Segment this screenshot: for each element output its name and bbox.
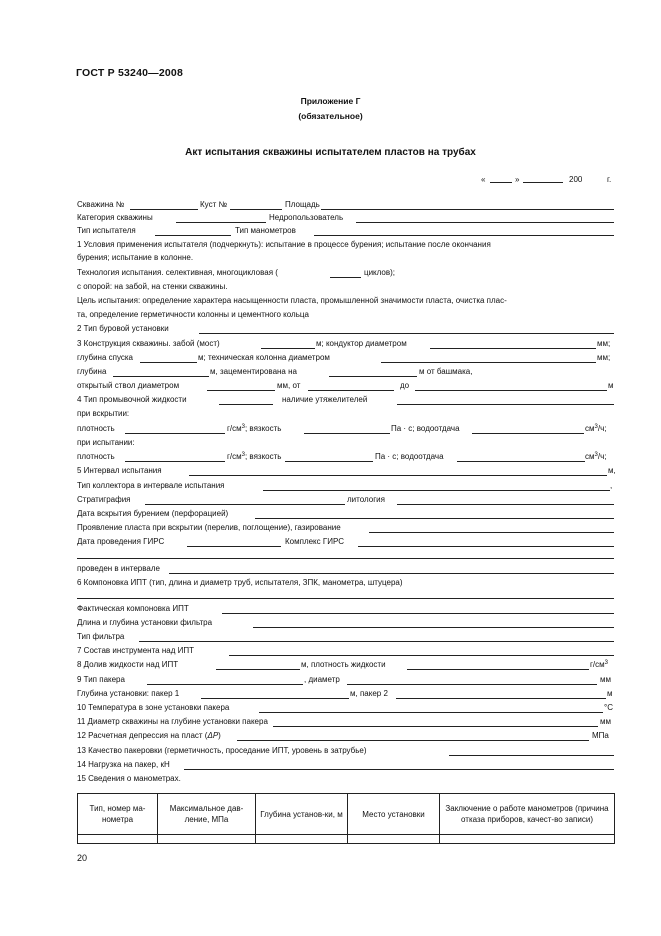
- document-title: Акт испытания скважины испытателем пластов на трубах: [185, 147, 476, 158]
- subsoil-user-field[interactable]: [356, 222, 614, 223]
- filter-depth-field[interactable]: [253, 627, 614, 628]
- appendix-status: (обязательное): [298, 111, 363, 121]
- run-depth-line: глубина спуска м; техническая колонна диаметром мм;: [77, 353, 611, 362]
- bottom-depth-field[interactable]: [261, 348, 315, 349]
- fill-density-field[interactable]: [407, 669, 589, 670]
- open-hole-to-field[interactable]: [415, 390, 607, 391]
- packing-quality-field[interactable]: [449, 755, 614, 756]
- rig-type-line: 2 Тип буровой установки: [77, 323, 614, 335]
- packer-diameter-field[interactable]: [347, 684, 597, 685]
- construction-line: 3 Конструкция скважины. забой (мост) м; кондуктор диаметром мм;: [77, 339, 611, 348]
- subsoil-user-label: Недропользователь: [269, 213, 344, 222]
- packer-depth-line: Глубина установки: пакер 1 м, пакер 2 м: [77, 689, 613, 698]
- gauges-info-line: 15 Сведения о манометрах.: [77, 774, 181, 783]
- tools-field[interactable]: [229, 655, 614, 656]
- purpose-line: Цель испытания: определение характера насыщенности пласта, промышленной значимости пласта, очистка плас-: [77, 296, 507, 305]
- packer-type-field[interactable]: [147, 684, 303, 685]
- opening-label: при вскрытии:: [77, 409, 130, 418]
- packer-load-line: 14 Нагрузка на пакер, кН: [77, 759, 614, 771]
- technology-line: Технология испытания. селективная, многоцикловая ( циклов);: [77, 268, 395, 277]
- date-year-suffix: г.: [607, 175, 612, 184]
- support-line: с опорой: на забой, на стенки скважины.: [77, 282, 228, 291]
- manifestation-field[interactable]: [369, 532, 614, 533]
- appendix-title: Приложение Г: [300, 96, 361, 106]
- reservoir-type-field[interactable]: [263, 490, 610, 491]
- tester-type-field[interactable]: [155, 235, 231, 236]
- run-depth-field[interactable]: [140, 362, 197, 363]
- packing-quality-line: 13 Качество пакеровки (герметичность, проседание ИПТ, уровень в затрубье): [77, 745, 614, 757]
- weighting-agent-field[interactable]: [397, 404, 614, 405]
- cell[interactable]: [158, 835, 256, 844]
- actual-assembly-field[interactable]: [222, 613, 614, 614]
- hole-diameter-line: 11 Диаметр скважины на глубине установки пакера мм: [77, 717, 611, 726]
- reservoir-type-line: Тип коллектора в интервале испытания ,: [77, 481, 613, 490]
- conditions-line-2: бурения; испытание в колонне.: [77, 253, 194, 262]
- depth-field[interactable]: [113, 376, 209, 377]
- actual-assembly-line: Фактическая компоновка ИПТ: [77, 603, 614, 615]
- logging-complex-field[interactable]: [358, 546, 614, 547]
- category-label: Категория скважины: [77, 213, 153, 222]
- conductor-diameter-field[interactable]: [430, 348, 596, 349]
- manifestation-line: Проявление пласта при вскрытии (перелив, поглощение), газирование: [77, 522, 614, 534]
- cell[interactable]: [256, 835, 348, 844]
- cluster-label: Куст №: [200, 200, 228, 209]
- packer-load-field[interactable]: [184, 769, 614, 770]
- col-header-max-pressure: Максимальное дав-ление, МПа: [158, 794, 256, 835]
- tester-type-line: [77, 225, 614, 237]
- col-header-conclusion: Заключение о работе манометров (причина отказа приборов, качест-во записи): [440, 794, 615, 835]
- cell[interactable]: [440, 835, 615, 844]
- cell[interactable]: [78, 835, 158, 844]
- area-label: Площадь: [285, 200, 320, 209]
- assembly-line: 6 Компоновка ИПТ (тип, длина и диаметр труб, испытателя, ЗПК, манометра, штуцера): [77, 578, 403, 587]
- stratigraphy-line: Стратиграфия литология: [77, 494, 614, 506]
- fluid-type-line: 4 Тип промывочной жидкости наличие утяжелителей: [77, 394, 614, 406]
- well-number-label: Скважина №: [77, 200, 125, 209]
- opening-filtration-field[interactable]: [472, 433, 584, 434]
- fluid-type-field[interactable]: [219, 404, 273, 405]
- conditions-line: 1 Условия применения испытателя (подчеркнуть): испытание в процессе бурения; испытание после окончания: [77, 240, 491, 249]
- open-hole-line: открытый ствол диаметром мм, от до м: [77, 381, 614, 390]
- lithology-field[interactable]: [397, 504, 614, 505]
- drawdown-field[interactable]: [237, 740, 589, 741]
- col-header-gauge-type: Тип, номер ма-нометра: [78, 794, 158, 835]
- hole-diameter-field[interactable]: [273, 726, 598, 727]
- testing-viscosity-field[interactable]: [285, 461, 373, 462]
- category-field[interactable]: [176, 222, 266, 223]
- well-number-field[interactable]: [130, 209, 198, 210]
- rig-type-field[interactable]: [199, 333, 614, 334]
- cell[interactable]: [348, 835, 440, 844]
- gauge-type-label: Тип манометров: [235, 226, 296, 235]
- area-field[interactable]: [321, 209, 614, 210]
- packer2-depth-field[interactable]: [396, 698, 606, 699]
- page-number: 20: [77, 853, 88, 863]
- cycles-field[interactable]: [330, 277, 361, 278]
- fill-height-field[interactable]: [216, 669, 300, 670]
- logging-date-line: Дата проведения ГИРС Комплекс ГИРС: [77, 536, 614, 548]
- filter-type-field[interactable]: [139, 641, 614, 642]
- col-header-depth: Глубина установ-ки, м: [256, 794, 348, 835]
- logging-date-field[interactable]: [187, 546, 281, 547]
- opening-density-field[interactable]: [125, 433, 225, 434]
- well-line: [77, 199, 614, 211]
- opening-viscosity-field[interactable]: [304, 433, 390, 434]
- test-interval-field[interactable]: [189, 475, 607, 476]
- open-hole-from-field[interactable]: [308, 390, 394, 391]
- tester-type-label: Тип испытателя: [77, 226, 136, 235]
- opening-date-line: Дата вскрытия бурением (перфорацией): [77, 508, 614, 520]
- category-line: [77, 212, 614, 224]
- testing-filtration-field[interactable]: [457, 461, 585, 462]
- date-mid-quote: »: [515, 175, 520, 184]
- gauge-type-field[interactable]: [314, 235, 614, 236]
- col-header-location: Место установки: [348, 794, 440, 835]
- opening-properties-line: плотность $г/см^3$; вязкость Па · с; водоотдача $см^3/ч$;: [77, 424, 607, 433]
- cluster-field[interactable]: [230, 209, 282, 210]
- tools-line: 7 Состав инструмента над ИПТ: [77, 645, 614, 657]
- open-hole-diameter-field[interactable]: [207, 390, 275, 391]
- standard-header: ГОСТ Р 53240—2008: [76, 67, 184, 79]
- depth-cement-line: глубина м, зацементирована на м от башмака,: [77, 367, 473, 376]
- gauges-table: [77, 793, 615, 844]
- testing-properties-line: плотность $г/см^3$; вязкость Па · с; водоотдача $см^3/ч$;: [77, 452, 607, 461]
- logged-interval-field[interactable]: [169, 573, 614, 574]
- drawdown-line: 12 Расчетная депрессия на пласт (ΔP) МПа: [77, 731, 609, 740]
- blank-line[interactable]: [77, 598, 614, 599]
- logged-interval-line: проведен в интервале: [77, 563, 614, 575]
- fill-line: 8 Долив жидкости над ИПТ м, плотность жидкости $г/см^3$: [77, 660, 608, 669]
- temperature-field[interactable]: [259, 712, 603, 713]
- filter-type-line: Тип фильтра: [77, 631, 614, 643]
- testing-density-field[interactable]: [125, 461, 225, 462]
- table-row: [78, 835, 615, 844]
- purpose-line-2: та, определение герметичности колонны и цементного кольца: [77, 310, 309, 319]
- packer-type-line: 9 Тип пакера , диаметр мм: [77, 675, 611, 684]
- date-open-quote: «: [481, 175, 486, 184]
- date-year: 200: [569, 175, 583, 184]
- stratigraphy-field[interactable]: [145, 504, 345, 505]
- opening-date-field[interactable]: [255, 518, 614, 519]
- test-interval-line: 5 Интервал испытания м,: [77, 466, 616, 475]
- blank-line[interactable]: [77, 558, 614, 559]
- packer1-depth-field[interactable]: [201, 698, 349, 699]
- temperature-line: 10 Температура в зоне установки пакера °С: [77, 703, 613, 712]
- testing-label: при испытании:: [77, 438, 135, 447]
- tech-casing-diameter-field[interactable]: [381, 362, 596, 363]
- cemented-field[interactable]: [329, 376, 417, 377]
- filter-depth-line: Длина и глубина установки фильтра: [77, 617, 614, 629]
